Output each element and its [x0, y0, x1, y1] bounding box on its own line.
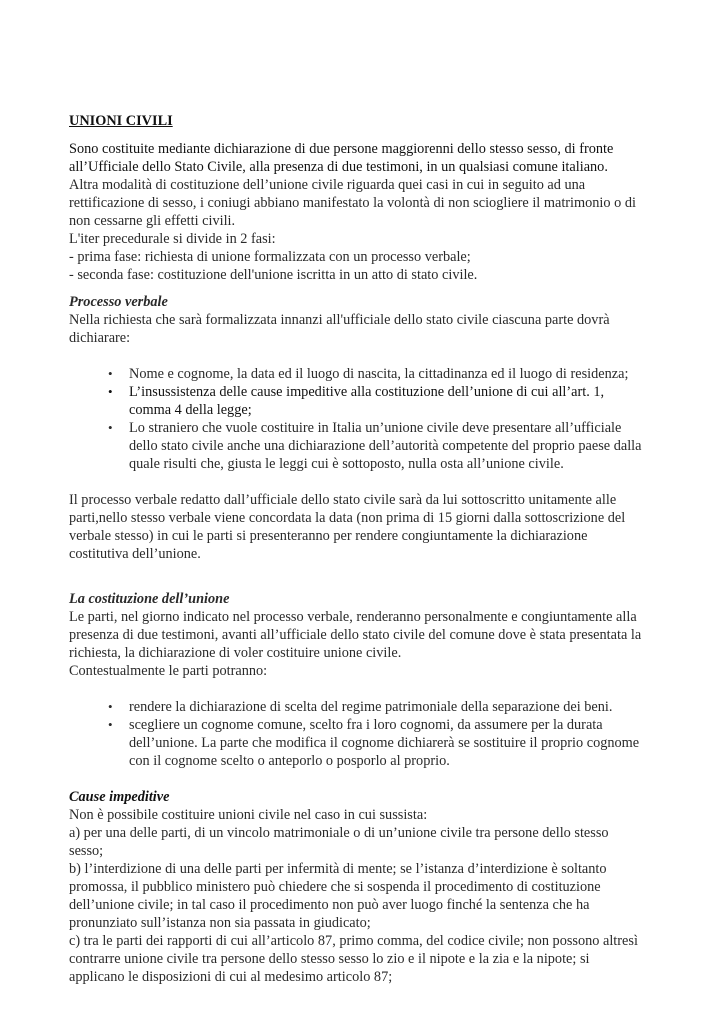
intro-paragraph	[69, 140, 665, 176]
bullet-list	[69, 698, 665, 770]
text-line: Il processo verbale redatto dall’ufficiale dello stato civile sarà da lui sottoscritto unitamente alle	[69, 492, 617, 508]
text-line: promossa, il pubblico ministero può chiedere che si sospenda il procedimento di costituzione	[69, 879, 601, 895]
list-item	[108, 419, 665, 473]
text-line: a) per una delle parti, di un vincolo matrimoniale o di un’unione civile tra persone dello stesso	[69, 825, 609, 841]
text-line: presenza di due testimoni, avanti all’ufficiale dello stato civile del comune dove è stata presentata la	[69, 627, 642, 643]
text-line: L'iter precedurale si divide in 2 fasi:	[69, 231, 276, 247]
text-line: costitutiva dell’unione.	[69, 546, 201, 562]
text-line: rendere la dichiarazione di scelta del regime patrimoniale della separazione dei beni.	[129, 699, 613, 715]
text-line: contrarre unione civile tra persone dello stesso sesso lo zio e il nipote e la zia e la nipote; si	[69, 951, 590, 967]
text-line: b) l’interdizione di una delle parti per infermità di mente; se l’istanza d’interdizione è soltanto	[69, 861, 607, 877]
section-costituzione	[69, 590, 665, 770]
list-item	[108, 698, 665, 716]
text-line: non cessarne gli effetti civili.	[69, 213, 236, 229]
section-cause-impeditive	[69, 788, 665, 986]
text-line: verbale stesso) in cui le parti si presenteranno per rendere congiuntamente la dichiarazione	[69, 528, 588, 544]
bullet-icon: •	[108, 420, 113, 435]
text-line: richiesta, la dichiarazione di voler costituire unione civile.	[69, 645, 402, 661]
text-line: Contestualmente le parti potranno:	[69, 663, 268, 679]
section-heading: La costituzione dell’unione	[69, 591, 230, 607]
bullet-icon: •	[108, 366, 113, 381]
text-line: dell’unione. La parte che modifica il cognome dichiarerà se sostituire il proprio cognome	[129, 735, 640, 751]
text-line: sesso;	[69, 843, 104, 859]
text-line: Altra modalità di costituzione dell’unione civile riguarda quei casi in cui in seguito ad una	[69, 177, 586, 193]
text-line: applicano le disposizioni di cui al medesimo articolo 87;	[69, 969, 393, 985]
text-line: Nome e cognome, la data ed il luogo di nascita, la cittadinanza ed il luogo di residenza;	[129, 366, 629, 382]
text-line: quale risulti che, giusta le leggi cui è sottoposto, nulla osta all’unione civile.	[129, 456, 564, 472]
text-line: - prima fase: richiesta di unione formalizzata con un processo verbale;	[69, 249, 471, 265]
bullet-icon: •	[108, 699, 113, 714]
bullet-icon: •	[108, 384, 113, 399]
text-line: dello stato civile anche una dichiarazione dell’autorità competente del proprio paese dalla	[129, 438, 642, 454]
text-line: c) tra le parti dei rapporti di cui all’articolo 87, primo comma, del codice civile; non possono altresì	[69, 933, 638, 949]
iter-paragraph	[69, 176, 665, 284]
text-line: parti,nello stesso verbale viene concordata la data (non prima di 15 giorni dalla sottoscrizione del	[69, 510, 626, 526]
document-body	[69, 112, 665, 986]
list-item	[108, 365, 665, 383]
section-heading: Cause impeditive	[69, 789, 170, 805]
section-heading: Processo verbale	[69, 294, 168, 310]
text-line: dell’unione civile; in tal caso il procedimento non può aver luogo finché la sentenza che ha	[69, 897, 590, 913]
text-line: Le parti, nel giorno indicato nel processo verbale, renderanno personalmente e congiuntamente alla	[69, 609, 637, 625]
list-item	[108, 716, 665, 770]
text-line: Lo straniero che vuole costituire in Italia un’unione civile deve presentare all’ufficiale	[129, 420, 622, 436]
bullet-list	[69, 365, 665, 473]
text-line: con il cognome scelto o anteporlo o posporlo al proprio.	[129, 753, 450, 769]
text-line: dichiarare:	[69, 330, 131, 346]
document-title: UNIONI CIVILI	[69, 113, 173, 129]
list-item	[108, 383, 665, 419]
text-line: - seconda fase: costituzione dell'unione iscritta in un atto di stato civile.	[69, 267, 478, 283]
text-line: all’Ufficiale dello Stato Civile, alla presenza di due testimoni, in un qualsiasi comune italiano.	[69, 159, 608, 175]
text-line: scegliere un cognome comune, scelto fra i loro cognomi, da assumere per la durata	[129, 717, 603, 733]
text-line: L’insussistenza delle cause impeditive alla costituzione dell’unione di cui all’art. 1,	[129, 384, 605, 400]
text-line: comma 4 della legge;	[129, 402, 252, 418]
text-line: Nella richiesta che sarà formalizzata innanzi all'ufficiale dello stato civile ciascuna parte dovrà	[69, 312, 610, 328]
text-line: rettificazione di sesso, i coniugi abbiano manifestato la volontà di non sciogliere il matrimonio o di	[69, 195, 636, 211]
section-processo-verbale	[69, 293, 665, 563]
bullet-icon: •	[108, 717, 113, 732]
text-line: Sono costituite mediante dichiarazione di due persone maggiorenni dello stesso sesso, di fronte	[69, 141, 614, 157]
text-line: pronunziato sull’istanza non sia passata in giudicato;	[69, 915, 371, 931]
text-line: Non è possibile costituire unioni civile nel caso in cui sussista:	[69, 807, 428, 823]
